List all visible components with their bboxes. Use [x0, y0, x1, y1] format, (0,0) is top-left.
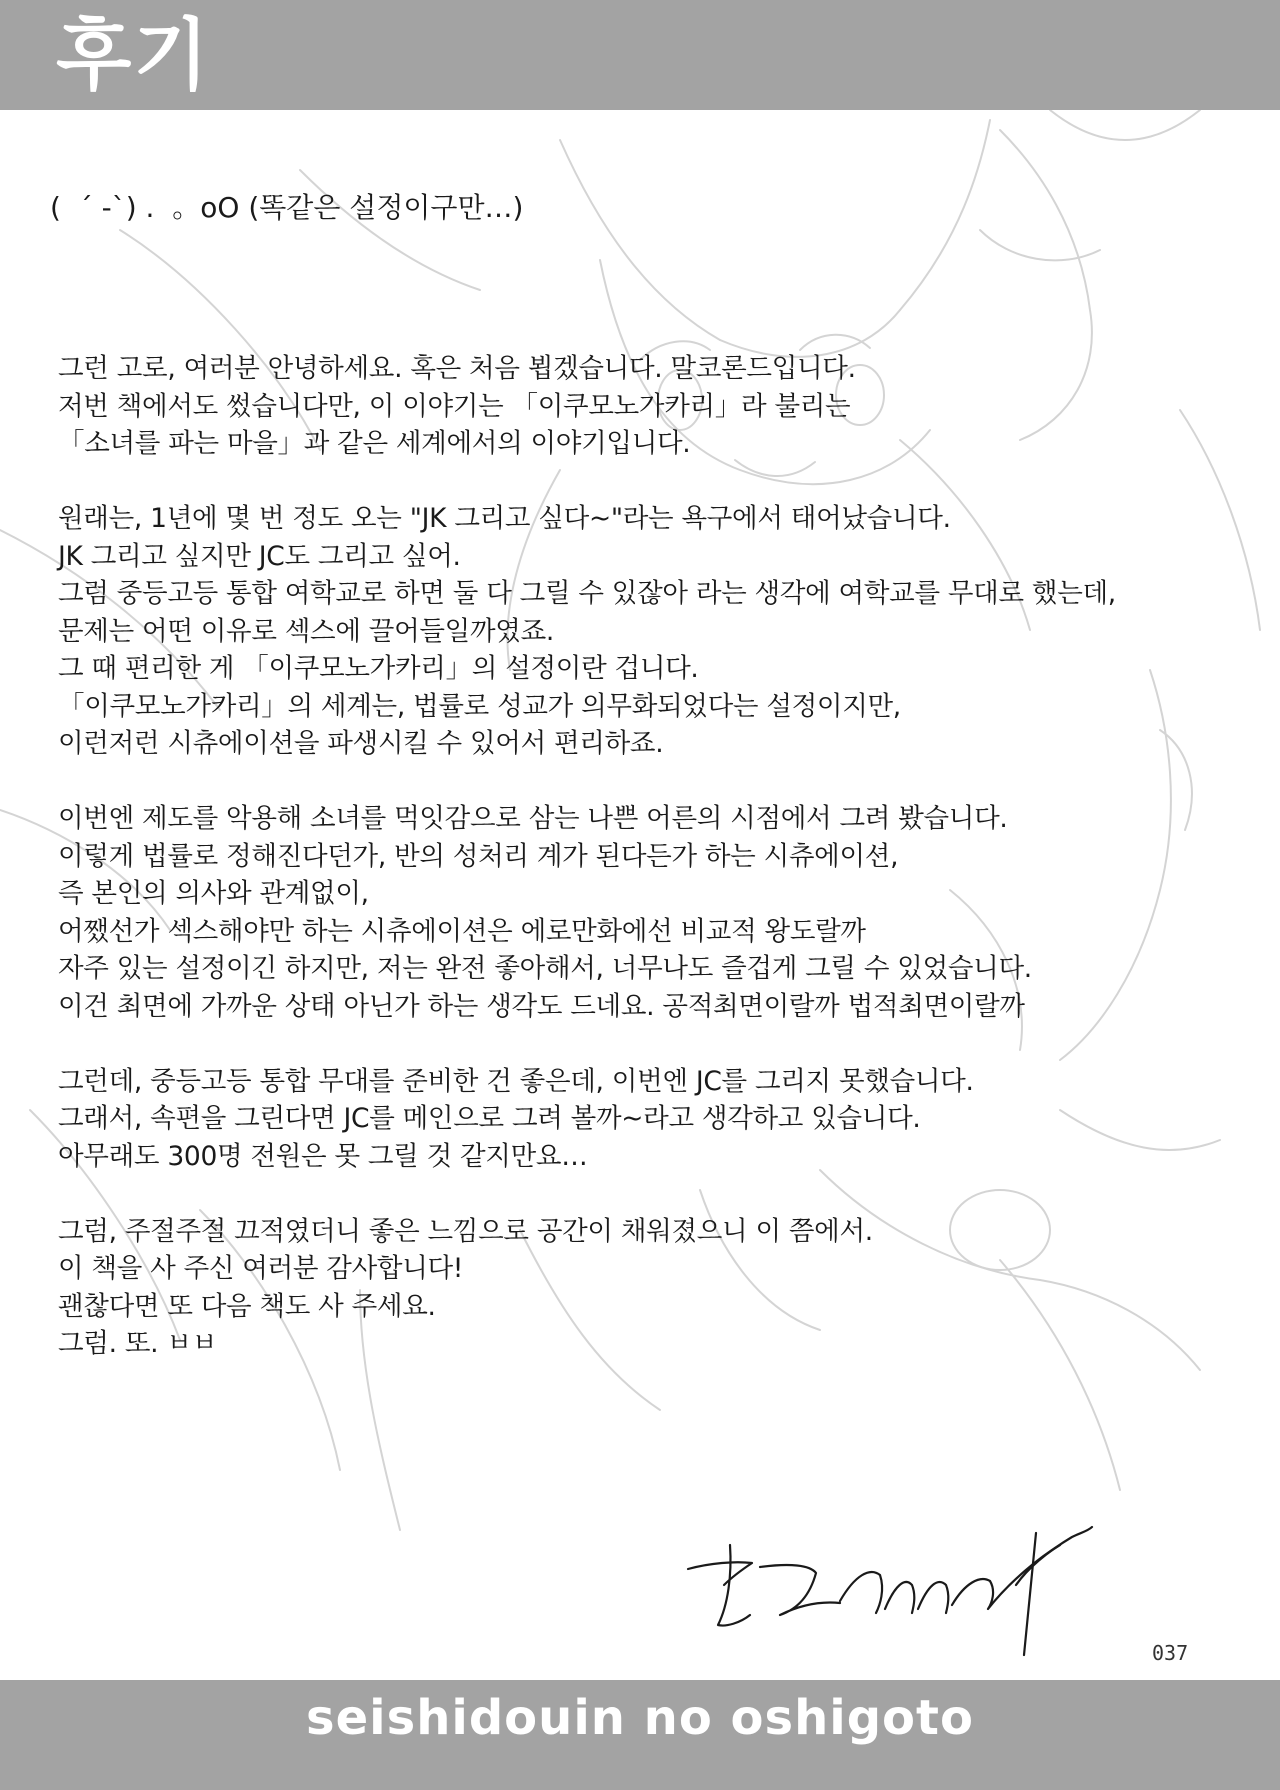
paragraph — [58, 800, 1258, 1025]
text-line: 저번 책에서도 썼습니다만, 이 이야기는 「이쿠모노가카리」라 불리는 — [58, 390, 851, 422]
text-line: 「소녀를 파는 마을」과 같은 세계에서의 이야기입니다. — [58, 428, 691, 459]
paragraph — [58, 1213, 1258, 1363]
text-line: 아무래도 300명 전원은 못 그릴 것 같지만요… — [58, 1140, 588, 1172]
text-line: 이건 최면에 가까운 상태 아닌가 하는 생각도 드네요. 공적최면이랄까 법적최면이랄까 — [58, 990, 1025, 1022]
text-line: 그런 고로, 여러분 안녕하세요. 혹은 처음 뵙겠습니다. 말코론드입니다. — [58, 353, 856, 384]
text-line: 괜찮다면 또 다음 책도 사 주세요. — [58, 1290, 436, 1322]
author-signature — [680, 1505, 1140, 1665]
text-line: 원래는, 1년에 몇 번 정도 오는 "JK 그리고 싶다~"라는 욕구에서 태어났습니다. — [58, 503, 951, 534]
text-line: 어쨌선가 섹스해야만 하는 시츄에이션은 에로만화에선 비교적 왕도랄까 — [58, 915, 866, 947]
text-line: 즉 본인의 의사와 관계없이, — [58, 878, 369, 909]
text-line: 그 때 편리한 게 「이쿠모노가카리」의 설정이란 겁니다. — [58, 653, 699, 684]
text-line: 이런저런 시츄에이션을 파생시킬 수 있어서 편리하죠. — [58, 728, 664, 759]
text-line: 그럼, 주절주절 끄적였더니 좋은 느낌으로 공간이 채워졌으니 이 쯤에서. — [58, 1215, 873, 1247]
text-line: 그럼. 또. ㅂㅂ — [58, 1328, 217, 1359]
text-line: 「이쿠모노가카리」의 세계는, 법률로 성교가 의무화되었다는 설정이지만, — [58, 690, 901, 722]
text-line: 자주 있는 설정이긴 하지만, 저는 완전 좋아해서, 너무나도 즐겁게 그릴 수 있었습니다. — [58, 953, 1032, 984]
page-number: 037 — [1152, 1641, 1189, 1665]
afterword-body — [58, 350, 1258, 1400]
footer-bar — [0, 1680, 1280, 1790]
paragraph — [58, 500, 1258, 763]
emoticon-line: ( ´ -`) . 。oO (똑같은 설정이구만…) — [50, 191, 524, 224]
text-line: 이번엔 제도를 악용해 소녀를 먹잇감으로 삼는 나쁜 어른의 시점에서 그려 봤습니다. — [58, 803, 1008, 834]
text-line: 그래서, 속편을 그린다면 JC를 메인으로 그려 볼까~라고 생각하고 있습니다. — [58, 1103, 921, 1134]
text-line: 이 책을 사 주신 여러분 감사합니다! — [58, 1253, 464, 1284]
text-line: 그런데, 중등고등 통합 무대를 준비한 건 좋은데, 이번엔 JC를 그리지 못했습니다. — [58, 1065, 974, 1097]
text-line: 그럼 중등고등 통합 여학교로 하면 둘 다 그릴 수 있잖아 라는 생각에 여학교를 무대로 했는데, — [58, 578, 1116, 609]
text-line: 이렇게 법률로 정해진다던가, 반의 성처리 계가 된다든가 하는 시츄에이션, — [58, 840, 899, 872]
page-title: 후기 — [56, 11, 211, 101]
text-line: JK 그리고 싶지만 JC도 그리고 싶어. — [58, 540, 461, 572]
paragraph — [58, 350, 1258, 463]
text-line: 문제는 어떤 이유로 섹스에 끌어들일까였죠. — [58, 615, 554, 647]
header-bar — [0, 0, 1280, 110]
paragraph — [58, 1063, 1258, 1176]
book-title: seishidouin no oshigoto — [306, 1690, 974, 1746]
